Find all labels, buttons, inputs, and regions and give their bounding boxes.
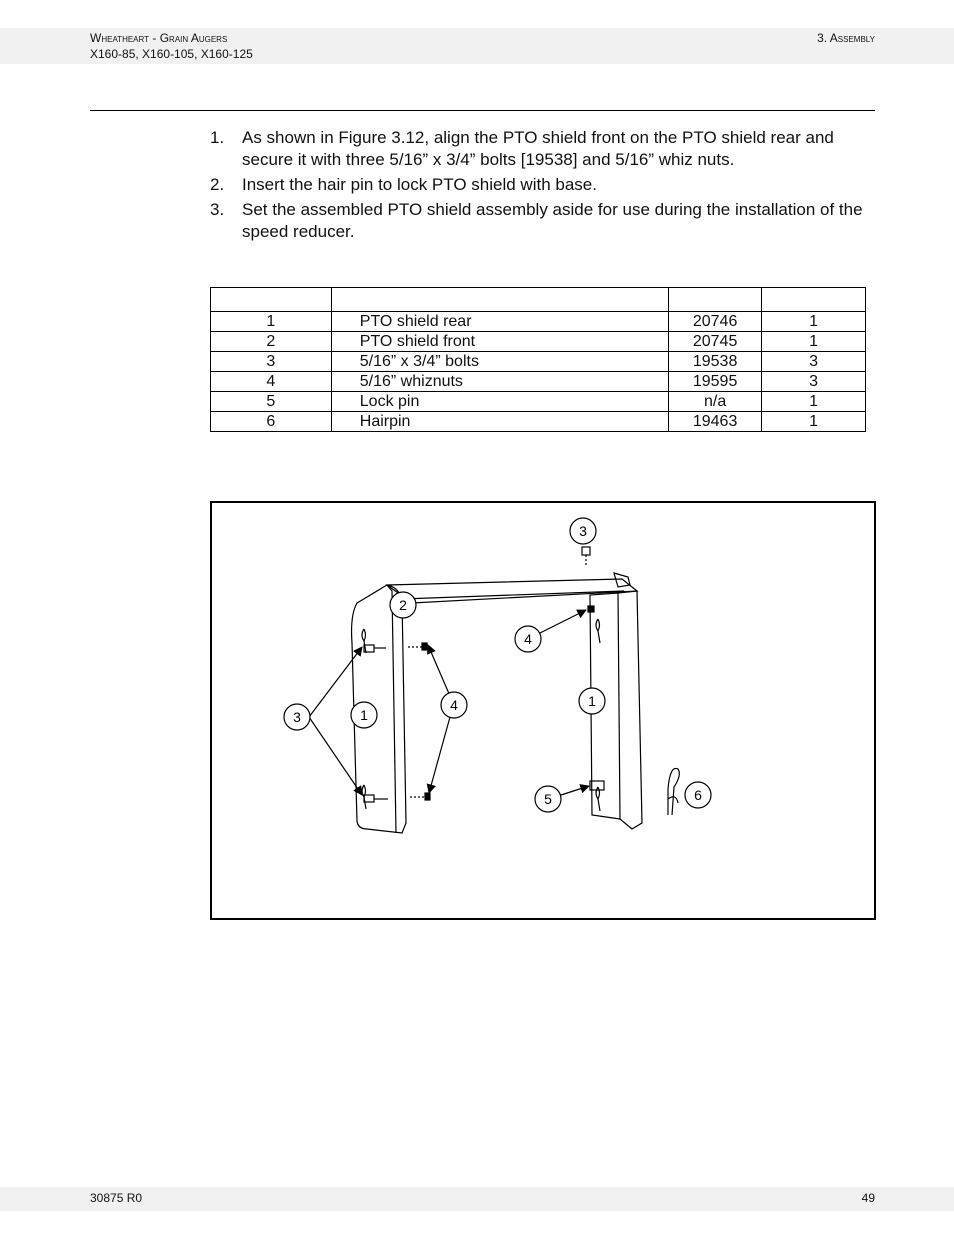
description-cell: PTO shield rear [331, 312, 668, 332]
item-cell: 6 [211, 412, 332, 432]
item-cell: 2 [211, 332, 332, 352]
step-item [210, 127, 875, 171]
svg-text:4: 4 [450, 697, 458, 713]
callout-1-left [351, 702, 377, 728]
model-list: X160-85, X160-105, X160-125 [90, 47, 253, 61]
bolt-icon [364, 795, 388, 802]
callout-1-right [579, 688, 605, 714]
svg-text:3: 3 [293, 709, 301, 725]
header-cell [668, 288, 761, 312]
part-number-cell: 19538 [668, 352, 761, 372]
callout-3-left [284, 704, 310, 730]
part-number-cell: 19463 [668, 412, 761, 432]
header-rule [90, 110, 875, 111]
nut-icon [588, 606, 594, 612]
step-item [210, 174, 875, 196]
description-cell: Hairpin [331, 412, 668, 432]
manual-title: Wheatheart - Grain Augers [90, 31, 228, 45]
hairpin-icon [668, 768, 679, 815]
pto-shield-diagram [212, 503, 874, 918]
callout-2 [390, 592, 416, 618]
assembly-figure [210, 501, 876, 920]
qty-cell: 1 [762, 332, 866, 352]
step-text: Set the assembled PTO shield assembly aside for use during the installation of the speed reducer. [242, 200, 863, 241]
qty-cell: 3 [762, 372, 866, 392]
table-row [211, 352, 866, 372]
description-cell: PTO shield front [331, 332, 668, 352]
qty-cell: 1 [762, 392, 866, 412]
callout-6 [685, 782, 711, 808]
description-cell: Lock pin [331, 392, 668, 412]
step-number: 1. [210, 128, 225, 147]
step-text: As shown in Figure 3.12, align the PTO shield front on the PTO shield rear and secure it with three 5/16” x 3/4” bolts [19538] and 5/16” whiz nuts. [242, 128, 834, 169]
qty-cell: 1 [762, 412, 866, 432]
description-cell: 5/16” x 3/4” bolts [331, 352, 668, 372]
svg-text:1: 1 [588, 693, 596, 709]
svg-text:2: 2 [399, 597, 407, 613]
callout-4-right [515, 626, 541, 652]
header-cell [211, 288, 332, 312]
table-header-row [211, 288, 866, 312]
table-row [211, 372, 866, 392]
description-cell: 5/16” whiznuts [331, 372, 668, 392]
table-row [211, 412, 866, 432]
part-number-cell: 20746 [668, 312, 761, 332]
parts-table [210, 287, 866, 432]
step-item [210, 199, 875, 243]
qty-cell: 1 [762, 312, 866, 332]
svg-text:4: 4 [524, 631, 532, 647]
assembly-steps [210, 127, 875, 246]
header-left [90, 30, 253, 62]
table-row [211, 312, 866, 332]
item-cell: 4 [211, 372, 332, 392]
part-number-cell: 20745 [668, 332, 761, 352]
section-title: 3. Assembly [817, 31, 875, 45]
step-number: 3. [210, 200, 225, 219]
item-cell: 5 [211, 392, 332, 412]
table-row [211, 332, 866, 352]
header-cell [331, 288, 668, 312]
step-text: Insert the hair pin to lock PTO shield with base. [242, 175, 597, 194]
nut-icon [408, 643, 427, 650]
header-cell [762, 288, 866, 312]
table-row [211, 392, 866, 412]
svg-text:5: 5 [544, 791, 552, 807]
callout-5 [535, 786, 561, 812]
nut-icon [410, 793, 430, 800]
callout-4-left [441, 692, 467, 718]
item-cell: 1 [211, 312, 332, 332]
bolt-icon [364, 645, 386, 652]
doc-number: 30875 R0 [90, 1191, 143, 1205]
step-number: 2. [210, 175, 225, 194]
svg-text:1: 1 [360, 707, 368, 723]
svg-text:6: 6 [694, 787, 702, 803]
bolt-icon [582, 547, 590, 567]
item-cell: 3 [211, 352, 332, 372]
part-number-cell: 19595 [668, 372, 761, 392]
page-number: 49 [861, 1191, 875, 1205]
part-number-cell: n/a [668, 392, 761, 412]
callout-3-top [570, 518, 596, 544]
shield-top-bridge [387, 573, 637, 603]
qty-cell: 3 [762, 352, 866, 372]
svg-text:3: 3 [579, 523, 587, 539]
footer-band [0, 1187, 954, 1211]
